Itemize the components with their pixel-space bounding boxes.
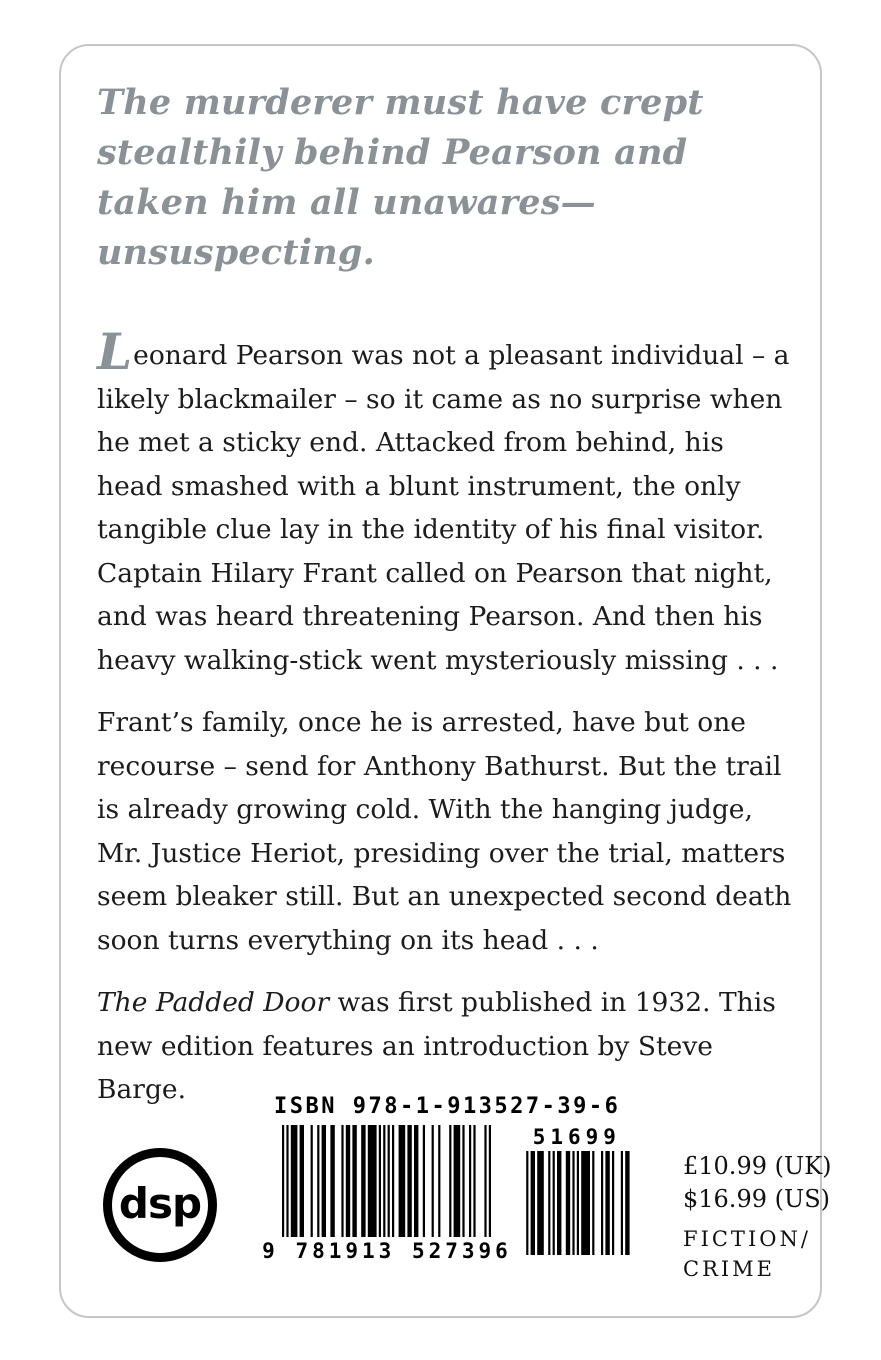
book-back-cover	[59, 44, 832, 1318]
isbn-label: ISBN 978-1-913527-39-6	[274, 1094, 621, 1119]
blurb	[97, 322, 794, 1112]
barcode-block	[262, 1094, 621, 1263]
genre-block	[683, 1224, 811, 1284]
barcode-addon	[524, 1125, 630, 1255]
book-title: The Padded Door	[97, 987, 330, 1018]
blurb-paragraph-2: Frant’s family, once he is arrested, have but one recourse – send for Anthony Bathurst. But the trail is already growing cold. With the hanging judge, Mr. Justice Heriot, presiding over the trial, matters seem bleaker still. But an unexpected second death soon turns everything on its head . . .	[97, 707, 792, 956]
barcode-addon-bars	[524, 1151, 630, 1255]
blurb-paragraph-1	[97, 322, 794, 682]
barcode-main	[262, 1125, 512, 1263]
publisher-logo-text: dsp	[118, 1178, 202, 1228]
genre-line-1: FICTION/	[683, 1227, 811, 1251]
blurb-paragraph-3	[97, 981, 794, 1112]
barcode-main-bars	[282, 1125, 492, 1237]
price-uk: £10.99 (UK)	[683, 1152, 832, 1180]
genre-line-2: CRIME	[683, 1257, 776, 1281]
blurb-paragraph-3-text: was first published in 1932. This new edition features an introduction by Steve Barge.	[97, 987, 776, 1105]
barcode-addon-code: 51699	[532, 1125, 621, 1149]
cover-tagline: The murderer must have crept stealthily behind Pearson and taken him all unawares—unsuspecting.	[97, 82, 704, 273]
barcode-digits: 9 781913 527396	[262, 1239, 512, 1263]
publisher-logo	[103, 1148, 217, 1262]
dropcap-letter: L	[97, 322, 133, 381]
price-block	[683, 1150, 832, 1216]
barcode-row	[262, 1125, 621, 1263]
blurb-paragraph-1-text: eonard Pearson was not a pleasant individual – a likely blackmailer – so it came as no surprise when he met a sticky end. Attacked from behind, his head smashed with a blunt instrument, the only tangible clue lay in the identity of his final visitor. Captain Hilary Frant called on Pearson that night, and was heard threatening Pearson. And then his heavy walking-stick went mysteriously missing . . .	[97, 340, 790, 676]
price-us: $16.99 (US)	[683, 1185, 830, 1213]
